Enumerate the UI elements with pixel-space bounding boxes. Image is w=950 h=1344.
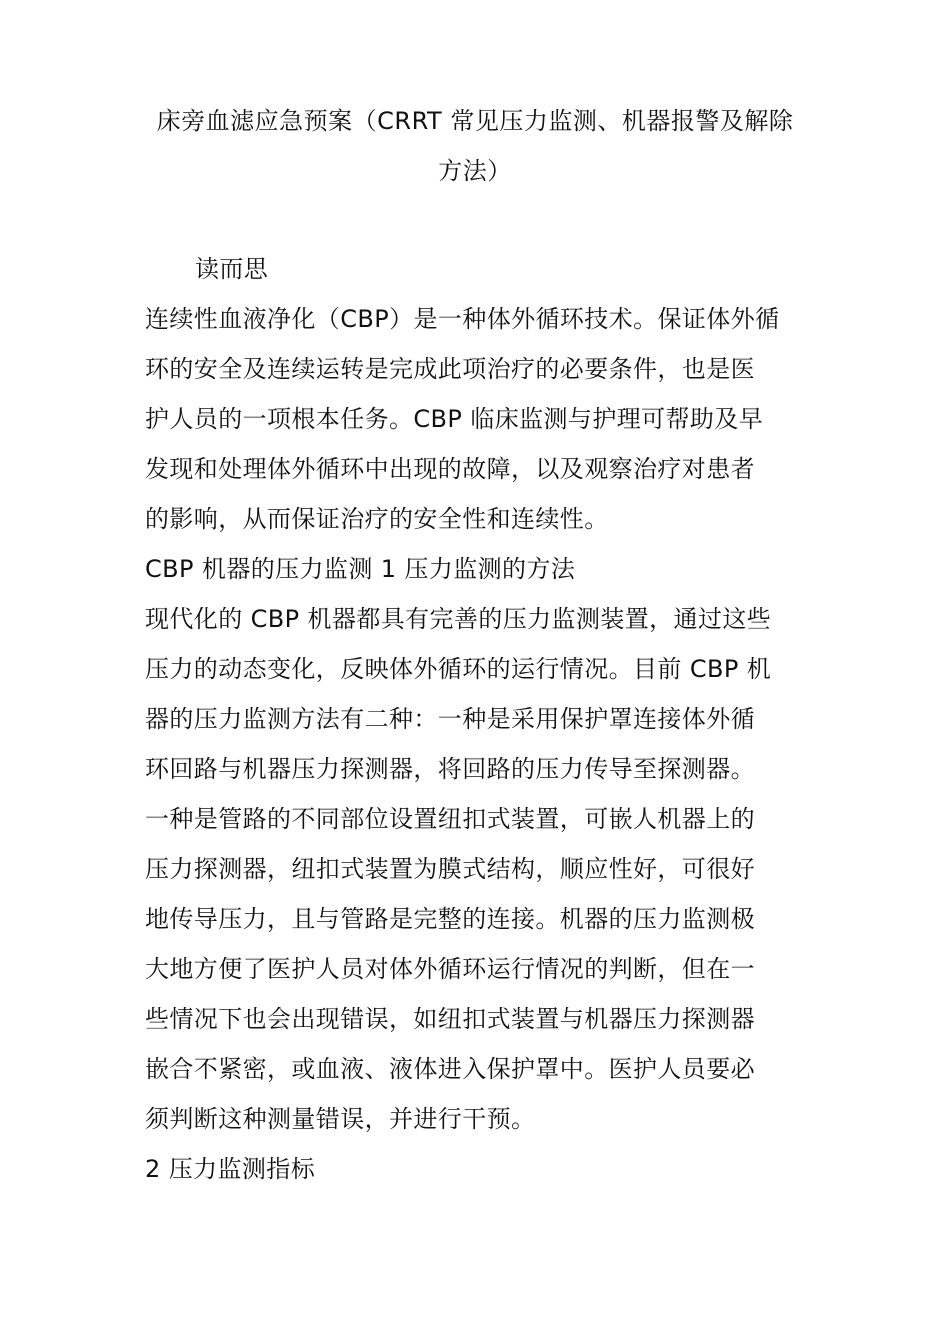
section-heading: CBP 机器的压力监测 1 压力监测的方法 bbox=[145, 555, 576, 583]
body-line: 些情况下也会出现错误，如纽扣式装置与机器压力探测器 bbox=[145, 1005, 755, 1033]
body-line: 环回路与机器压力探测器，将回路的压力传导至探测器。 bbox=[145, 755, 755, 783]
body-line: 现代化的 CBP 机器都具有完善的压力监测装置，通过这些 bbox=[145, 605, 772, 633]
body-line: 环的安全及连续运转是完成此项治疗的必要条件，也是医 bbox=[145, 355, 755, 383]
section-heading: 2 压力监测指标 bbox=[145, 1155, 316, 1183]
body-line: 护人员的一项根本任务。CBP 临床监测与护理可帮助及早 bbox=[145, 405, 764, 433]
body-line: 大地方便了医护人员对体外循环运行情况的判断，但在一 bbox=[145, 955, 755, 983]
body-line: 地传导压力，且与管路是完整的连接。机器的压力监测极 bbox=[145, 905, 755, 933]
body-line: 须判断这种测量错误，并进行干预。 bbox=[145, 1105, 536, 1133]
title-line: 床旁血滤应急预案（CRRT 常见压力监测、机器报警及解除 bbox=[156, 107, 794, 135]
document-title bbox=[140, 96, 810, 196]
body-line: 的影响，从而保证治疗的安全性和连续性。 bbox=[145, 505, 609, 533]
body-line: 压力的动态变化，反映体外循环的运行情况。目前 CBP 机 bbox=[145, 655, 772, 683]
body-line: 发现和处理体外循环中出现的故障，以及观察治疗对患者 bbox=[145, 455, 755, 483]
body-line: 一种是管路的不同部位设置纽扣式装置，可嵌人机器上的 bbox=[145, 805, 755, 833]
body-line: 器的压力监测方法有二种：一种是采用保护罩连接体外循 bbox=[145, 705, 755, 733]
body-line: 嵌合不紧密，或血液、液体进入保护罩中。医护人员要必 bbox=[145, 1055, 755, 1083]
body-line: 压力探测器，纽扣式装置为膜式结构，顺应性好，可很好 bbox=[145, 855, 755, 883]
title-line: 方法） bbox=[438, 157, 512, 185]
section-subheading: 读而思 bbox=[195, 255, 269, 283]
body-text bbox=[145, 294, 815, 1194]
body-line: 连续性血液净化（CBP）是一种体外循环技术。保证体外循 bbox=[145, 305, 780, 333]
